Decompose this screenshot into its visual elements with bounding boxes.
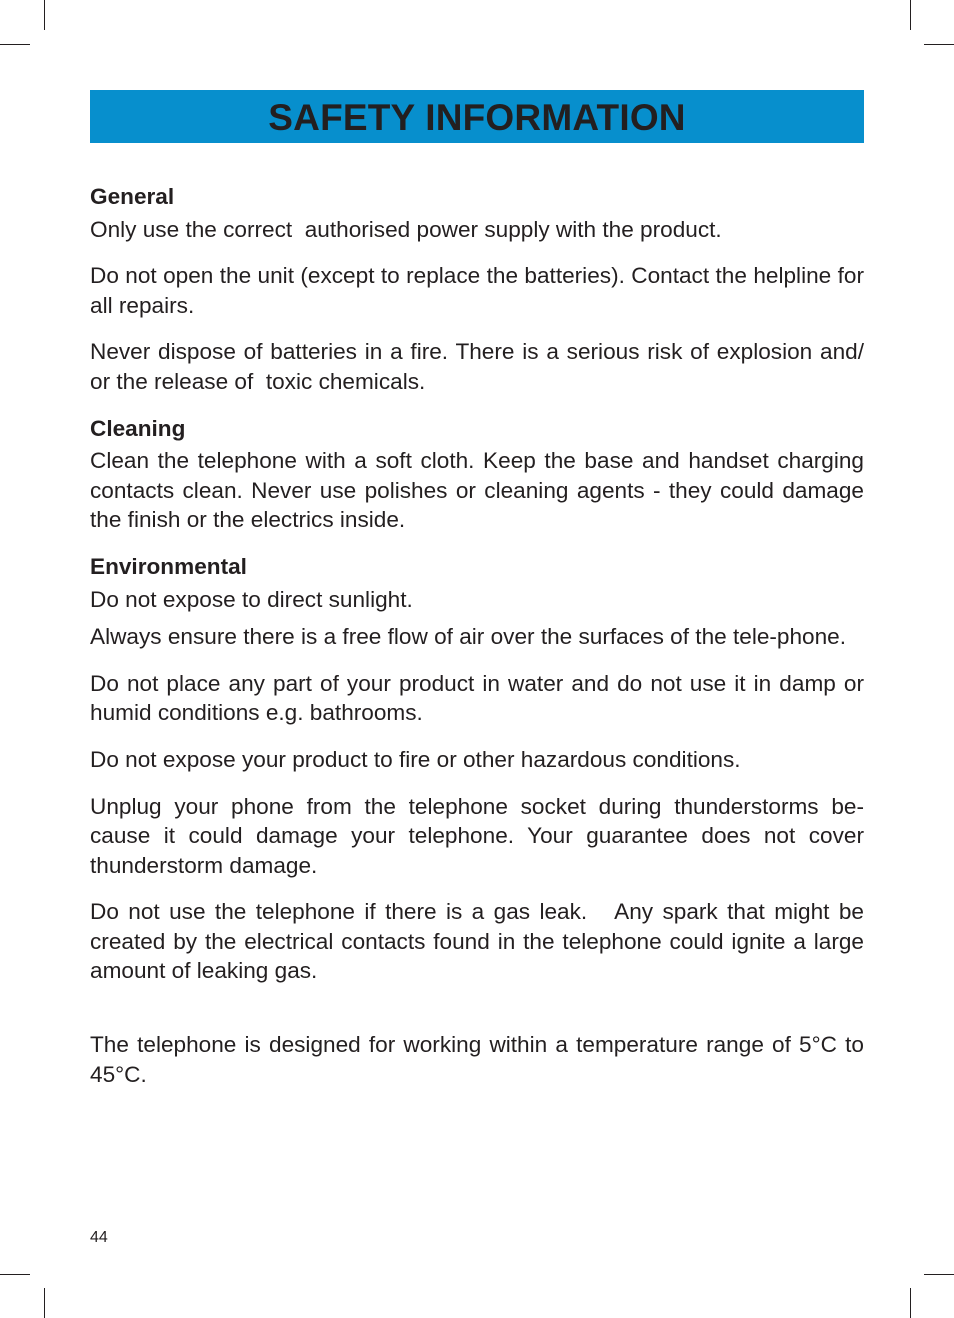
crop-mark-bottom-left-vertical (44, 1288, 45, 1318)
paragraph: Do not open the unit (except to replace the batteries). Contact the helpline for all repairs. (90, 263, 871, 318)
paragraph: Clean the telephone with a soft cloth. Keep the base and handset charging contacts clean. Never use polishes or cleaning agents - they could damage the finish or the electrics inside. (90, 448, 871, 533)
paragraph: Do not use the telephone if there is a gas leak. Any spark that might be created by the electrical contacts found in the telephone could ignite a large amount of leaking gas. (90, 899, 871, 984)
paragraph: Do not expose to direct sunlight. (90, 586, 413, 612)
paragraph: Never dispose of batteries in a fire. There is a serious risk of explosion and/ or the release of toxic chemicals. (90, 339, 871, 394)
crop-mark-top-left-horizontal (0, 44, 30, 45)
paragraph: Unplug your phone from the telephone socket during thunderstorms be-cause it could damage your telephone. Your guarantee does not cover thunderstorm damage. (90, 793, 871, 878)
crop-mark-top-left-vertical (44, 0, 45, 30)
crop-mark-top-right-vertical (910, 0, 911, 30)
page-title: SAFETY INFORMATION (268, 96, 686, 138)
paragraph: The telephone is designed for working within a temperature range of 5°C to 45°C. (90, 1032, 871, 1087)
paragraph: Always ensure there is a free flow of air over the surfaces of the tele-phone. (90, 624, 847, 650)
crop-mark-bottom-left-horizontal (0, 1274, 30, 1275)
section-heading: General (90, 184, 175, 209)
section-cleaning (90, 414, 871, 535)
section-environmental (90, 552, 871, 1089)
crop-mark-top-right-horizontal (924, 44, 954, 45)
paragraph: Only use the correct authorised power supply with the product. (90, 216, 722, 242)
document-body (90, 182, 871, 1106)
paragraph: Do not place any part of your product in water and do not use it in damp or humid conditions e.g. bathrooms. (90, 670, 871, 726)
crop-mark-bottom-right-vertical (910, 1288, 911, 1318)
crop-mark-bottom-right-horizontal (924, 1274, 954, 1275)
page-number: 44 (90, 1229, 108, 1246)
section-heading: Cleaning (90, 415, 186, 441)
title-banner (90, 90, 864, 143)
section-general (90, 182, 871, 397)
section-heading: Environmental (90, 553, 247, 579)
paragraph: Do not expose your product to fire or other hazardous conditions. (90, 746, 741, 772)
